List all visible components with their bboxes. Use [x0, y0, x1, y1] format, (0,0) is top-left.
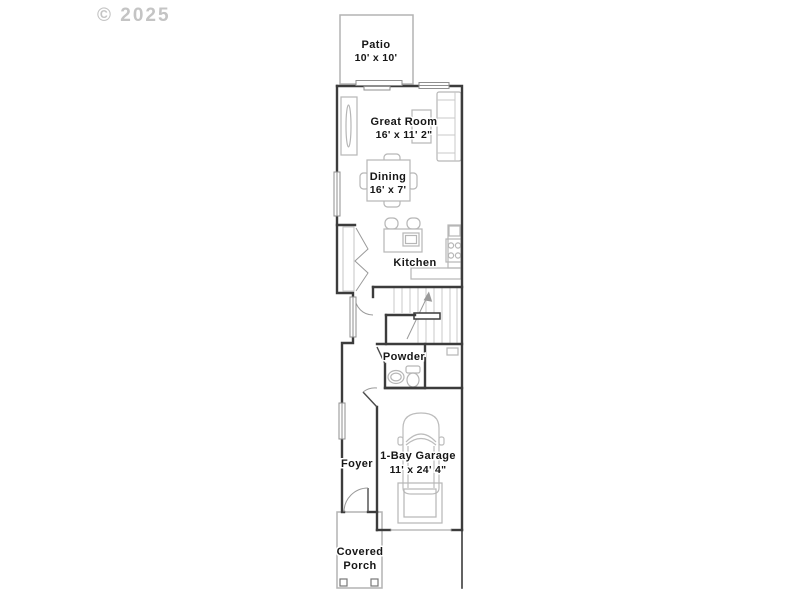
patio-label: Patio [361, 39, 391, 51]
car-mirror [398, 437, 403, 445]
handrail [414, 313, 440, 319]
bar-stools [385, 218, 420, 229]
powder-label: Powder [382, 351, 426, 363]
dining-dims: 16' x 7' [369, 184, 407, 196]
kitchen-island [384, 229, 422, 252]
garage-door [398, 483, 442, 523]
kitchen-sink [449, 226, 460, 236]
interior-walls [337, 225, 462, 530]
pantry [343, 227, 368, 291]
powder-sink [388, 371, 404, 384]
sofa [437, 92, 461, 161]
toilet [406, 366, 420, 387]
dining-label: Dining [369, 171, 407, 183]
kitchen-label: Kitchen [393, 257, 437, 269]
garage-entry-door [363, 388, 377, 407]
great-room-label: Great Room [370, 116, 438, 128]
copyright-watermark: © 2025 [97, 5, 171, 26]
shelf [447, 348, 458, 355]
sliding-door [356, 81, 402, 86]
stair-door [355, 297, 373, 315]
car-mirror [439, 437, 444, 445]
stair-arrowhead [424, 292, 433, 302]
covered-porch-label2: Porch [343, 560, 377, 572]
foyer-label: Foyer [341, 458, 373, 470]
great-room-dims: 16' x 11' 2" [375, 129, 433, 141]
covered-porch-label: Covered [336, 546, 384, 558]
front-door [344, 488, 368, 512]
tv-console [341, 97, 357, 155]
patio-dims: 10' x 10' [354, 52, 398, 64]
sliding-door-panel [364, 87, 390, 91]
garage-label: 1-Bay Garage [380, 450, 456, 462]
garage-dims: 11' x 24' 4" [389, 464, 447, 476]
pantry-bifold-doors [355, 228, 368, 291]
